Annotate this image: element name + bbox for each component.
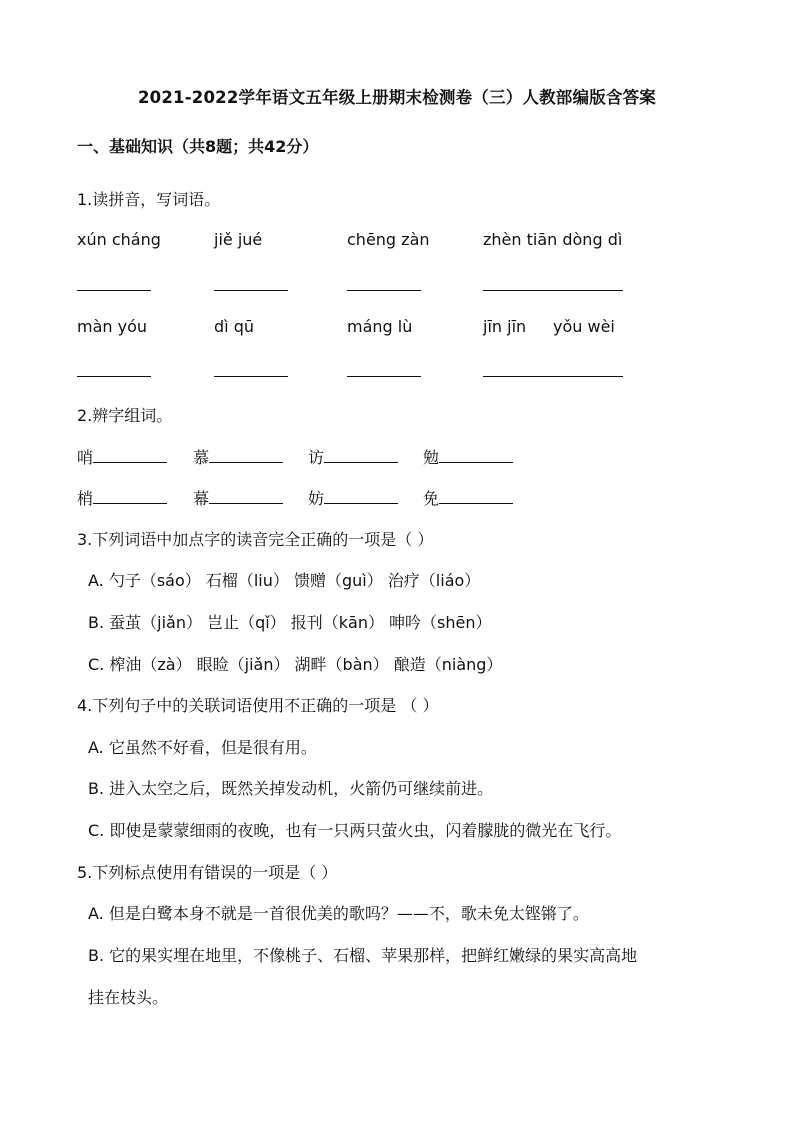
pinyin-2: jiě jué [214,230,263,249]
char-item[interactable] [77,486,167,509]
question-2-stem: 2.辨字组词。 [77,406,173,425]
char-item[interactable] [308,486,398,509]
option-a[interactable]: A. 勺子（sáo） 石榴（liu） 馈赠（guì） 治疗（liáo） [88,571,481,590]
answer-blank[interactable] [347,362,421,381]
pinyin-5: màn yóu [77,317,148,336]
char-label: 慕 [193,448,210,467]
option-b[interactable]: B. 蚕茧（jiǎn） 岂止（qǐ） 报刊（kān） 呻吟（shēn） [88,613,492,632]
char-item[interactable] [193,486,283,509]
option-a[interactable]: A. 它虽然不好看，但是很有用。 [88,738,317,757]
pinyin-6: dì qū [214,317,254,336]
char-item[interactable] [423,486,513,509]
question-1-stem: 1.读拼音，写词语。 [77,190,221,209]
option-b[interactable]: B. 进入太空之后，既然关掉发动机，火箭仍可继续前进。 [88,779,494,798]
char-label: 勉 [423,448,440,467]
char-item[interactable] [77,445,167,468]
answer-blank[interactable] [214,362,288,381]
answer-blank[interactable] [77,276,151,295]
question-5-stem: 5.下列标点使用有错误的一项是（ ） [77,863,338,882]
char-label: 哨 [77,448,94,467]
document-title: 2021-2022学年语文五年级上册期末检测卷（三）人教部编版含答案 [138,88,656,107]
pinyin-3: chēng zàn [347,230,430,249]
option-b-continuation: 挂在枝头。 [88,988,169,1007]
char-item[interactable] [308,445,398,468]
char-item[interactable] [423,445,513,468]
pinyin-7: máng lù [347,317,413,336]
char-label: 访 [308,448,325,467]
char-label: 幕 [193,489,210,508]
option-b[interactable]: B. 它的果实埋在地里，不像桃子、石榴、苹果那样，把鲜红嫩绿的果实高高地 [88,946,638,965]
pinyin-4: zhèn tiān dòng dì [483,230,623,249]
option-a[interactable]: A. 但是白鹭本身不就是一首很优美的歌吗？——不，歌未免太铿锵了。 [88,904,589,923]
question-3-stem: 3.下列词语中加点字的读音完全正确的一项是（ ） [77,530,434,549]
option-c[interactable]: C. 即使是蒙蒙细雨的夜晚，也有一只两只萤火虫，闪着朦胧的微光在飞行。 [88,821,622,840]
answer-blank[interactable] [347,276,421,295]
section-heading: 一、基础知识（共8题；共42分） [77,137,319,156]
char-item[interactable] [193,445,283,468]
answer-blank[interactable] [483,362,623,381]
char-label: 妨 [308,489,325,508]
answer-blank[interactable] [214,276,288,295]
pinyin-9: yǒu wèi [553,317,615,336]
answer-blank[interactable] [483,276,623,295]
option-c[interactable]: C. 榨油（zà） 眼睑（jiǎn） 湖畔（bàn） 酿造（niàng） [88,655,503,674]
answer-blank[interactable] [77,362,151,381]
char-label: 梢 [77,489,94,508]
char-label: 免 [423,489,440,508]
pinyin-8: jīn jīn [483,317,527,336]
pinyin-1: xún cháng [77,230,161,249]
question-4-stem: 4.下列句子中的关联词语使用不正确的一项是 （ ） [77,696,439,715]
